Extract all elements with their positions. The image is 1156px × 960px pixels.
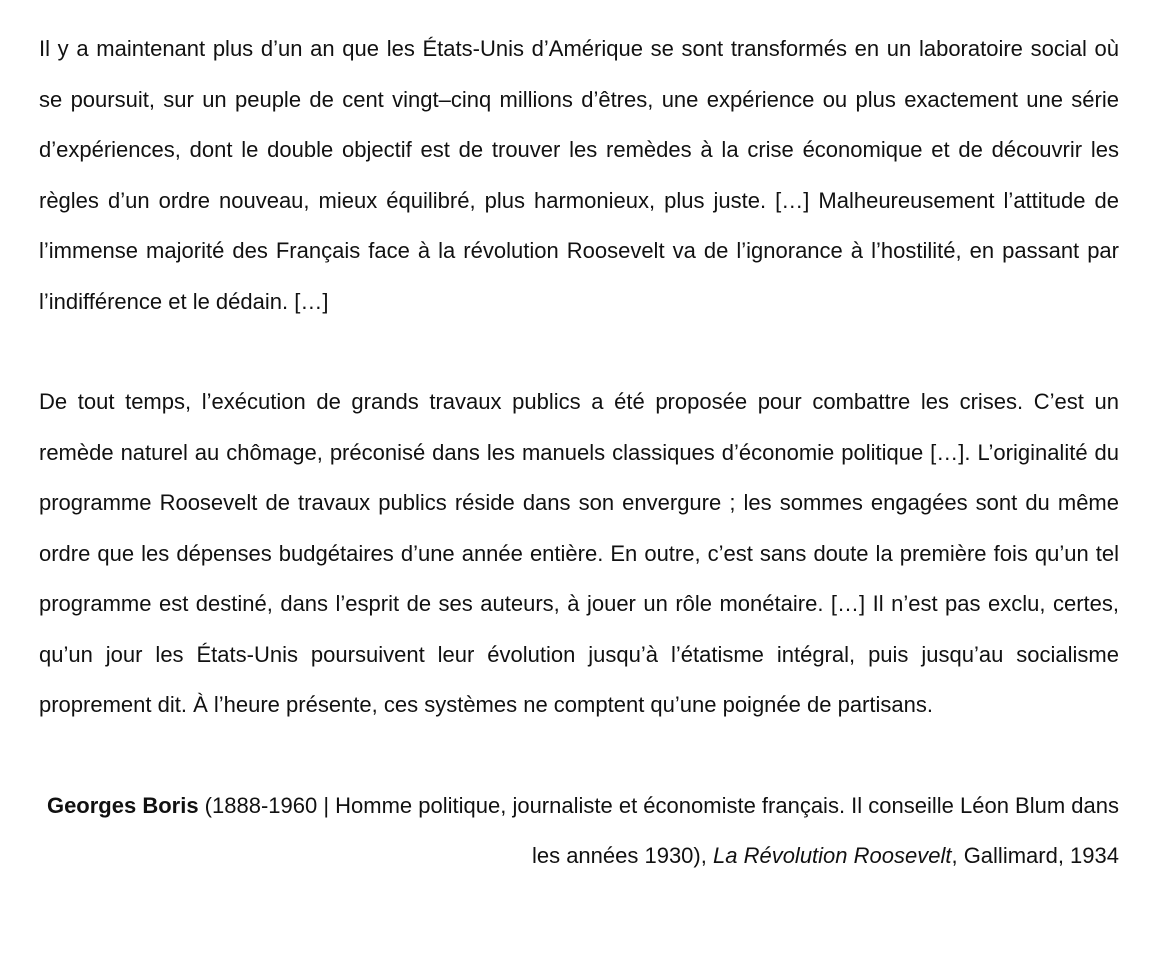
source-book-title: La Révolution Roosevelt xyxy=(712,843,952,868)
source-bio: (1888-1960 | Homme politique, journaliste et économiste français. Il conseille Léon Blum dans les années 1930), xyxy=(198,792,1119,868)
source-citation xyxy=(39,781,1119,882)
paragraph-1: Il y a maintenant plus d’un an que les États-Unis d’Amérique se sont transformés en un laboratoire social où se poursuit, sur un peuple de cent vingt–cinq millions d’êtres, une expérience ou plus exactement une série d’expériences, dont le double objectif est de trouver les remèdes à la crise économique et de découvrir les règles d’un ordre nouveau, mieux équilibré, plus harmonieux, plus juste. […] Malheureusement l’attitude de l’immense majorité des Français face à la révolution Roosevelt va de l’ignorance à l’hostilité, en passant par l’indifférence et le dédain. […] xyxy=(39,36,1119,314)
source-author: Georges Boris xyxy=(46,792,199,818)
source-publisher: , Gallimard, 1934 xyxy=(951,843,1119,868)
paragraph-2: De tout temps, l’exécution de grands travaux publics a été proposée pour combattre les crises. C’est un remède naturel au chômage, préconisé dans les manuels classiques d’économie politique […]. L’originalité du programme Roosevelt de travaux publics réside dans son envergure ; les sommes engagées sont du même ordre que les dépenses budgétaires d’une année entière. En outre, c’est sans doute la première fois qu’un tel programme est destiné, dans l’esprit de ses auteurs, à jouer un rôle monétaire. […] Il n’est pas exclu, certes, qu’un jour les États-Unis poursuivent leur évolution jusqu’à l’étatisme intégral, puis jusqu’au socialisme proprement dit. À l’heure présente, ces systèmes ne comptent qu’une poignée de partisans. xyxy=(39,389,1119,717)
